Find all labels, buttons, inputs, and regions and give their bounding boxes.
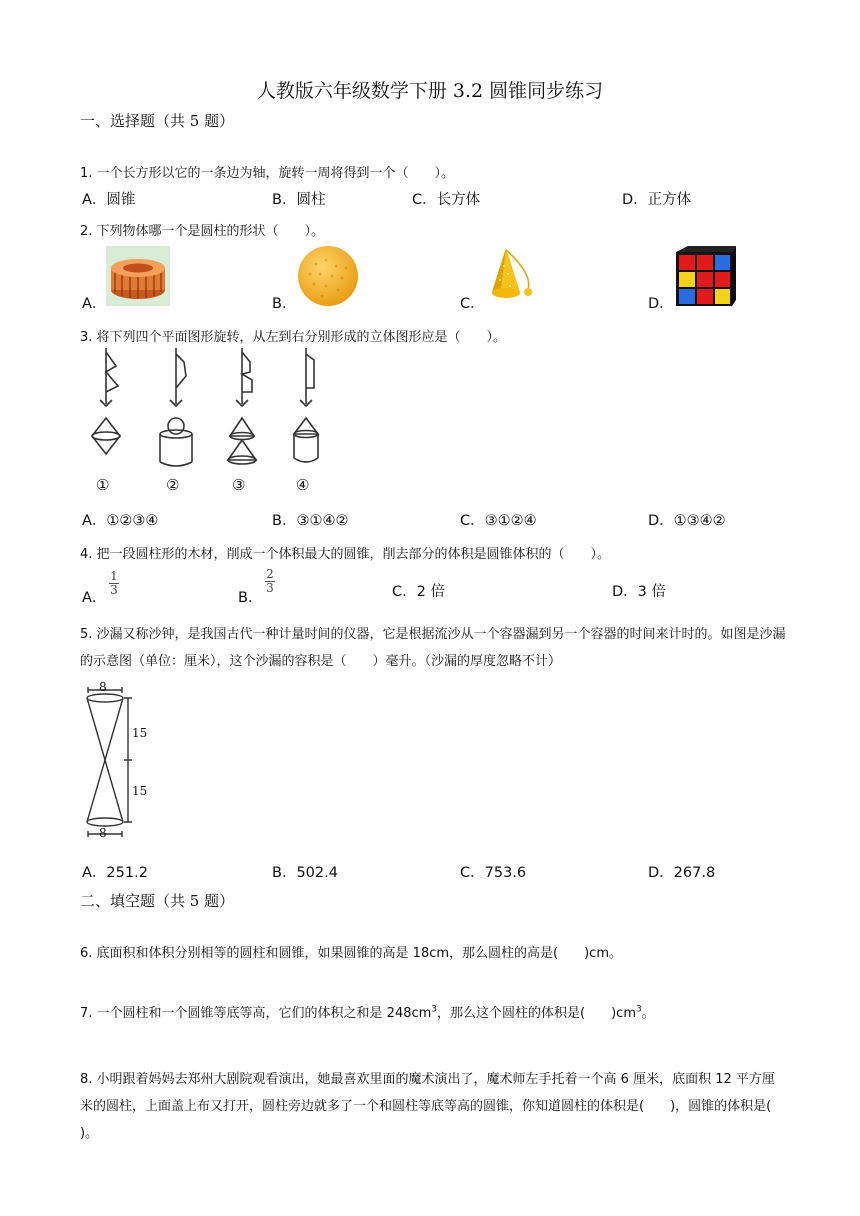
section-heading-fill: 二、填空题（共 5 题） [80, 892, 235, 910]
question-4: 4. 把一段圆柱形的木材，削成一个体积最大的圆锥，削去部分的体积是圆锥体积的（ ）。 [80, 547, 611, 562]
ball-image[interactable] [296, 244, 360, 308]
q3-label-2: ② [166, 476, 180, 494]
question-8: 8. 小明跟着妈妈去郑州大剧院观看演出，她最喜欢里面的魔术演出了，魔术师左手托着一个高 6 厘米，底面积 12 平方厘米的圆柱，上面盖上布又打开，圆柱旁边就多了一个和圆柱等底等高的圆锥，你知道圆柱的体积是( )，圆锥的体积是( )。 [80, 1072, 798, 1141]
q5-option-c[interactable]: C．753.6 [460, 865, 527, 881]
q3-label-3: ③ [232, 476, 246, 494]
q3-option-c[interactable]: C．③①②④ [460, 513, 537, 529]
q1-option-c[interactable]: C．长方体 [412, 192, 481, 208]
q4-fraction-a: 1 3 [110, 569, 118, 597]
cylinder-cake-image[interactable] [106, 246, 170, 306]
q3-option-b[interactable]: B．③①④② [272, 513, 349, 529]
q3-label-1: ① [96, 476, 110, 494]
q1-option-b[interactable]: B．圆柱 [272, 192, 326, 208]
q5-option-b[interactable]: B．502.4 [272, 865, 338, 881]
hourglass-lower-height: 15 [132, 784, 148, 798]
q4-option-b[interactable]: B． [238, 590, 263, 606]
section-heading-choice: 一、选择题（共 5 题） [80, 112, 235, 130]
q2-option-a[interactable]: A． [82, 296, 107, 312]
q4-fraction-b: 2 3 [266, 567, 274, 595]
q2-option-c[interactable]: C． [460, 296, 485, 312]
hourglass-top-diameter: 8 [99, 680, 107, 694]
hourglass-upper-height: 15 [132, 726, 148, 740]
q5-option-d[interactable]: D．267.8 [648, 865, 716, 881]
question-2: 2. 下列物体哪一个是圆柱的形状（ ）。 [80, 224, 325, 239]
question-6: 6. 底面积和体积分别相等的圆柱和圆锥，如果圆锥的高是 18cm，那么圆柱的高是( )cm。 [80, 946, 622, 961]
q3-label-4: ④ [296, 476, 310, 494]
q4-option-a[interactable]: A． [82, 590, 107, 606]
q1-option-d[interactable]: D．正方体 [622, 192, 692, 208]
rotation-figures-diagram [84, 346, 334, 496]
q3-option-d[interactable]: D．①③④② [648, 513, 726, 529]
hourglass-bottom-diameter: 8 [99, 826, 107, 840]
q2-option-d[interactable]: D． [648, 296, 674, 312]
question-1: 1. 一个长方形以它的一条边为轴，旋转一周将得到一个（ ）。 [80, 166, 455, 181]
q3-option-a[interactable]: A．①②③④ [82, 513, 159, 529]
q1-option-a[interactable]: A．圆锥 [82, 192, 136, 208]
question-5: 5. 沙漏又称沙钟，是我国古代一种计量时间的仪器，它是根据流沙从一个容器漏到另一个容器的时间来计时的。如图是沙漏的示意图（单位：厘米），这个沙漏的容积是（ ）毫升。（沙漏的厚度忽略不计） [80, 627, 786, 669]
page-title: 人教版六年级数学下册 3.2 圆锥同步练习 [256, 80, 604, 102]
q5-option-a[interactable]: A．251.2 [82, 865, 148, 881]
rubiks-cube-image[interactable] [674, 244, 738, 308]
question-7: 7. 一个圆柱和一个圆锥等底等高，它们的体积之和是 $248cm^3$，那么这个圆柱的体积是( )$cm^3$。 [80, 1004, 655, 1021]
q4-option-d[interactable]: D．3 倍 [612, 584, 666, 600]
hourglass-diagram [84, 684, 160, 842]
q4-option-c[interactable]: C．2 倍 [392, 584, 445, 600]
question-3: 3. 将下列四个平面图形旋转，从左到右分别形成的立体图形应是（ ）。 [80, 330, 507, 345]
q2-option-b[interactable]: B． [272, 296, 297, 312]
cone-hat-image[interactable] [486, 244, 548, 306]
